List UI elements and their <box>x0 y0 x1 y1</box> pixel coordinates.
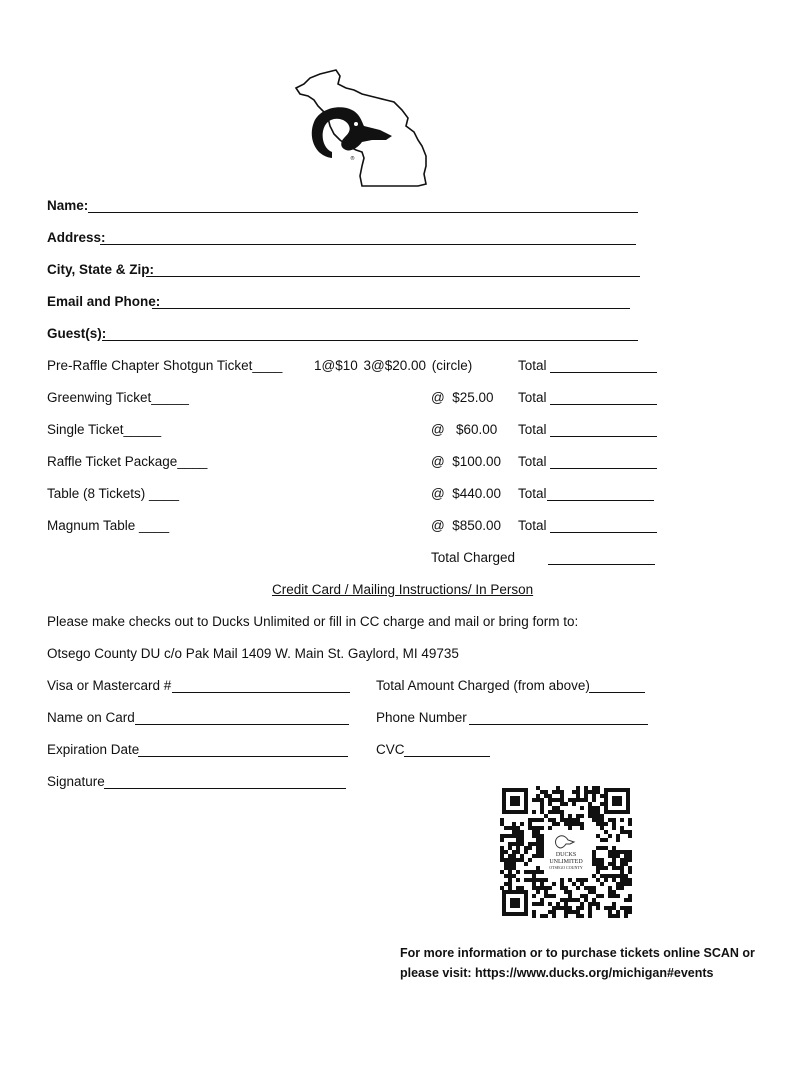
signature-label: Signature <box>47 774 105 789</box>
signature-field[interactable] <box>104 788 346 789</box>
ticket-label-table: Table (8 Tickets) ____ <box>47 486 180 501</box>
footer-line-2: please visit: https://www.ducks.org/michigan#events <box>400 966 714 980</box>
footer-line-1: For more information or to purchase tickets online SCAN or <box>400 946 755 960</box>
ticket-total-label-greenwing: Total <box>518 390 547 405</box>
ducks-unlimited-michigan-logo <box>290 66 435 190</box>
phone-number-label: Phone Number <box>376 710 467 725</box>
ticket-label-shotgun: Pre-Raffle Chapter Shotgun Ticket____ <box>47 358 283 373</box>
ticket-price-magnum-table: @ $850.00 <box>431 518 502 533</box>
ticket-total-label-shotgun: Total <box>518 358 547 373</box>
city-state-zip-label: City, State & Zip: <box>47 262 155 277</box>
qr-finder-top-left <box>502 788 528 814</box>
total-amount-field[interactable] <box>589 692 645 693</box>
expiration-date-label: Expiration Date <box>47 742 140 757</box>
ticket-price-greenwing: @ $25.00 <box>431 390 494 405</box>
ticket-total-field-raffle-package[interactable] <box>550 468 657 469</box>
email-phone-label: Email and Phone: <box>47 294 161 309</box>
payment-heading: Credit Card / Mailing Instructions/ In Person <box>272 582 534 597</box>
phone-number-field[interactable] <box>469 724 648 725</box>
name-field[interactable] <box>88 212 638 213</box>
qr-logo-text-3: OTSEGO COUNTY <box>549 865 583 870</box>
total-charged-label: Total Charged <box>431 550 516 565</box>
ticket-total-label-magnum-table: Total <box>518 518 547 533</box>
address-label: Address: <box>47 230 106 245</box>
card-number-field[interactable] <box>172 692 350 693</box>
expiration-date-field[interactable] <box>138 756 348 757</box>
duck-head <box>312 107 392 158</box>
city-state-zip-field[interactable] <box>146 276 640 277</box>
qr-code[interactable] <box>500 786 632 918</box>
ticket-total-field-table[interactable] <box>547 500 654 501</box>
payment-instruction: Please make checks out to Ducks Unlimited or fill in CC charge and mail or bring form to: <box>47 614 579 629</box>
ticket-label-raffle-package: Raffle Ticket Package____ <box>47 454 208 469</box>
total-charged-field[interactable] <box>548 564 655 565</box>
ticket-total-label-single: Total <box>518 422 547 437</box>
qr-finder-bottom-left <box>502 890 528 916</box>
qr-logo-text-2: UNLIMITED <box>549 859 583 865</box>
ticket-price-single: @ $60.00 <box>431 422 498 437</box>
card-number-label: Visa or Mastercard # <box>47 678 172 693</box>
ticket-options-shotgun: 1@$10 3@$20.00 (circle) <box>314 358 473 373</box>
ticket-total-field-magnum-table[interactable] <box>550 532 657 533</box>
ticket-label-single: Single Ticket_____ <box>47 422 162 437</box>
ticket-label-greenwing: Greenwing Ticket_____ <box>47 390 189 405</box>
ticket-total-label-table: Total <box>518 486 547 501</box>
guests-label: Guest(s): <box>47 326 107 341</box>
name-on-card-label: Name on Card <box>47 710 135 725</box>
name-on-card-field[interactable] <box>135 724 349 725</box>
qr-finder-top-right <box>604 788 630 814</box>
guests-field[interactable] <box>102 340 638 341</box>
ticket-total-field-shotgun[interactable] <box>550 372 657 373</box>
duck-eye <box>354 122 358 126</box>
cvc-label: CVC <box>376 742 405 757</box>
ticket-label-magnum-table: Magnum Table ____ <box>47 518 170 533</box>
name-label: Name: <box>47 198 89 213</box>
ticket-total-field-greenwing[interactable] <box>550 404 657 405</box>
ticket-price-table: @ $440.00 <box>431 486 502 501</box>
ticket-total-field-single[interactable] <box>550 436 657 437</box>
mailing-address: Otsego County DU c/o Pak Mail 1409 W. Main St. Gaylord, MI 49735 <box>47 646 459 661</box>
cvc-field[interactable] <box>404 756 490 757</box>
ticket-price-raffle-package: @ $100.00 <box>431 454 502 469</box>
ticket-total-label-raffle-package: Total <box>518 454 547 469</box>
email-phone-field[interactable] <box>152 308 630 309</box>
svg-text:®: ® <box>350 156 355 162</box>
total-amount-label: Total Amount Charged (from above) <box>376 678 590 693</box>
qr-logo-text-1: DUCKS <box>555 852 577 858</box>
address-field[interactable] <box>100 244 636 245</box>
